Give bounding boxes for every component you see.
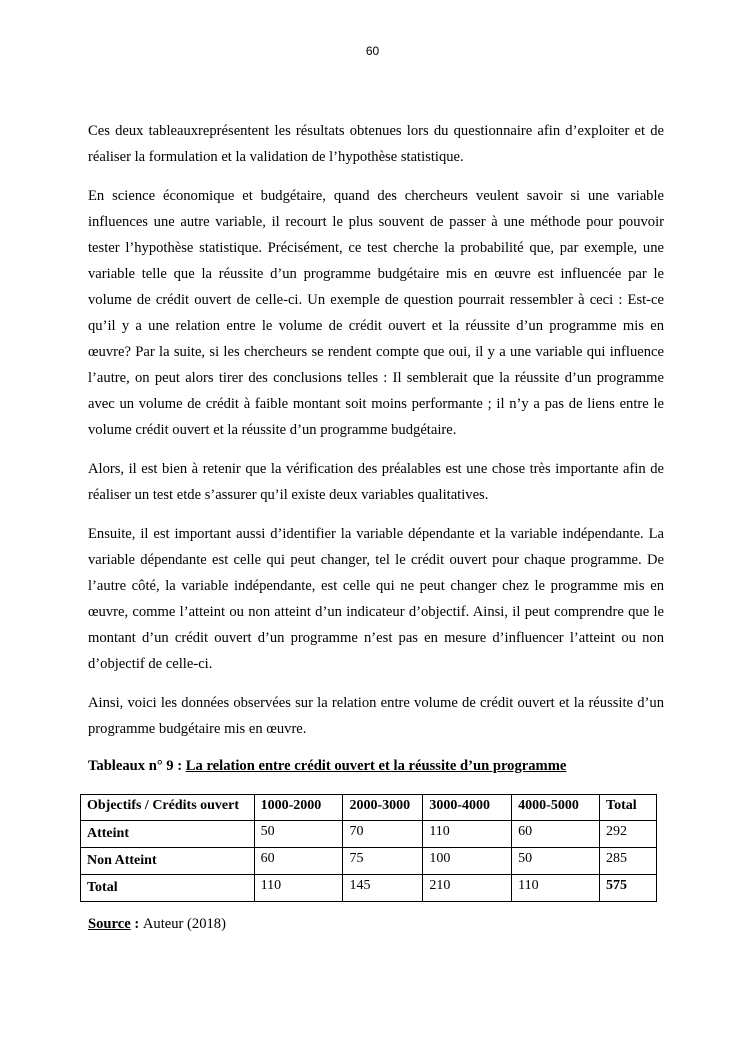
paragraph: Ainsi, voici les données observées sur la relation entre volume de crédit ouvert et la réussite d’un programme budgétaire mis en œuvre. xyxy=(88,695,664,737)
table-cell: 210 xyxy=(423,875,512,902)
table-cell: 50 xyxy=(512,848,600,875)
table-row xyxy=(81,821,657,848)
table-row xyxy=(81,848,657,875)
table-header-cell: 1000-2000 xyxy=(254,795,343,821)
table-header-row xyxy=(81,795,657,821)
table-cell: 292 xyxy=(600,821,657,848)
table-caption xyxy=(88,756,664,776)
table-cell: 100 xyxy=(423,848,512,875)
table-cell: 75 xyxy=(343,848,423,875)
source-label: Source xyxy=(88,916,131,932)
paragraph: Ensuite, il est important aussi d’identifier la variable dépendante et la variable indépendante. La variable dépendante est celle qui peut changer, tel le crédit ouvert pour chaque programme. De l’autre côté, la variable indépendante, est celle qui ne peut changer chez le programme mis en œuvre, comme l’atteint ou non atteint d’un indicateur d’objectif. Ainsi, il peut comprendre que le montant d’un crédit ouvert d’un programme n’est pas en mesure d’influencer l’atteint ou non d’objectif de celle-ci. xyxy=(88,526,664,672)
table-header-cell: Total xyxy=(600,795,657,821)
paragraph: Ces deux tableauxreprésentent les résultats obtenues lors du questionnaire afin d’exploiter et de réaliser la formulation et la validation de l’hypothèse statistique. xyxy=(88,123,664,165)
table-cell: 145 xyxy=(343,875,423,902)
table-cell: 70 xyxy=(343,821,423,848)
table-caption-prefix: Tableaux n° 9 : xyxy=(88,758,186,774)
source-text: Auteur (2018) xyxy=(142,916,226,932)
table-source xyxy=(88,914,664,934)
source-separator: : xyxy=(130,916,143,932)
table-header-cell: 4000-5000 xyxy=(512,795,600,821)
data-table xyxy=(80,794,657,902)
document-body xyxy=(88,118,664,934)
table-row-label: Atteint xyxy=(81,821,255,848)
paragraph: En science économique et budgétaire, quand des chercheurs veulent savoir si une variable influences une autre variable, il recourt le plus souvent de passer à une méthode pour pouvoir tester l’hypothèse statistique. Précisément, ce test cherche la probabilité que, par exemple, une variable telle que la réussite d’un programme budgétaire mis en œuvre est influencée par le volume de crédit ouvert de celle-ci. Un exemple de question pourrait ressembler à ceci : Est-ce qu’il y a une relation entre le volume de crédit ouvert et la réussite d’un programme mis en œuvre? Par la suite, si les chercheurs se rendent compte que oui, il y a une variable qui influence l’autre, on peut alors tirer des conclusions telles : Il semblerait que la réussite d’un programme avec un volume de crédit à faible montant soit moins performante ; il n’y a pas de liens entre le volume crédit ouvert et la réussite d’un programme budgétaire. xyxy=(88,188,664,438)
table-cell: 60 xyxy=(512,821,600,848)
table-grand-total: 575 xyxy=(600,875,657,902)
table-cell: 285 xyxy=(600,848,657,875)
table-header-cell: 2000-3000 xyxy=(343,795,423,821)
paragraph: Alors, il est bien à retenir que la vérification des préalables est une chose très importante afin de réaliser un test etde s’assurer qu’il existe deux variables qualitatives. xyxy=(88,461,664,503)
table-caption-title: La relation entre crédit ouvert et la réussite d’un programme xyxy=(185,758,567,774)
table-row-label: Non Atteint xyxy=(81,848,255,875)
table-cell: 110 xyxy=(512,875,600,902)
table-cell: 50 xyxy=(254,821,343,848)
table-cell: 60 xyxy=(254,848,343,875)
table-row xyxy=(81,875,657,902)
table-cell: 110 xyxy=(423,821,512,848)
table-row-label: Total xyxy=(81,875,255,902)
table-header-cell: 3000-4000 xyxy=(423,795,512,821)
page-number: 60 xyxy=(365,44,380,58)
table-cell: 110 xyxy=(254,875,343,902)
table-header-cell: Objectifs / Crédits ouvert xyxy=(81,795,255,821)
